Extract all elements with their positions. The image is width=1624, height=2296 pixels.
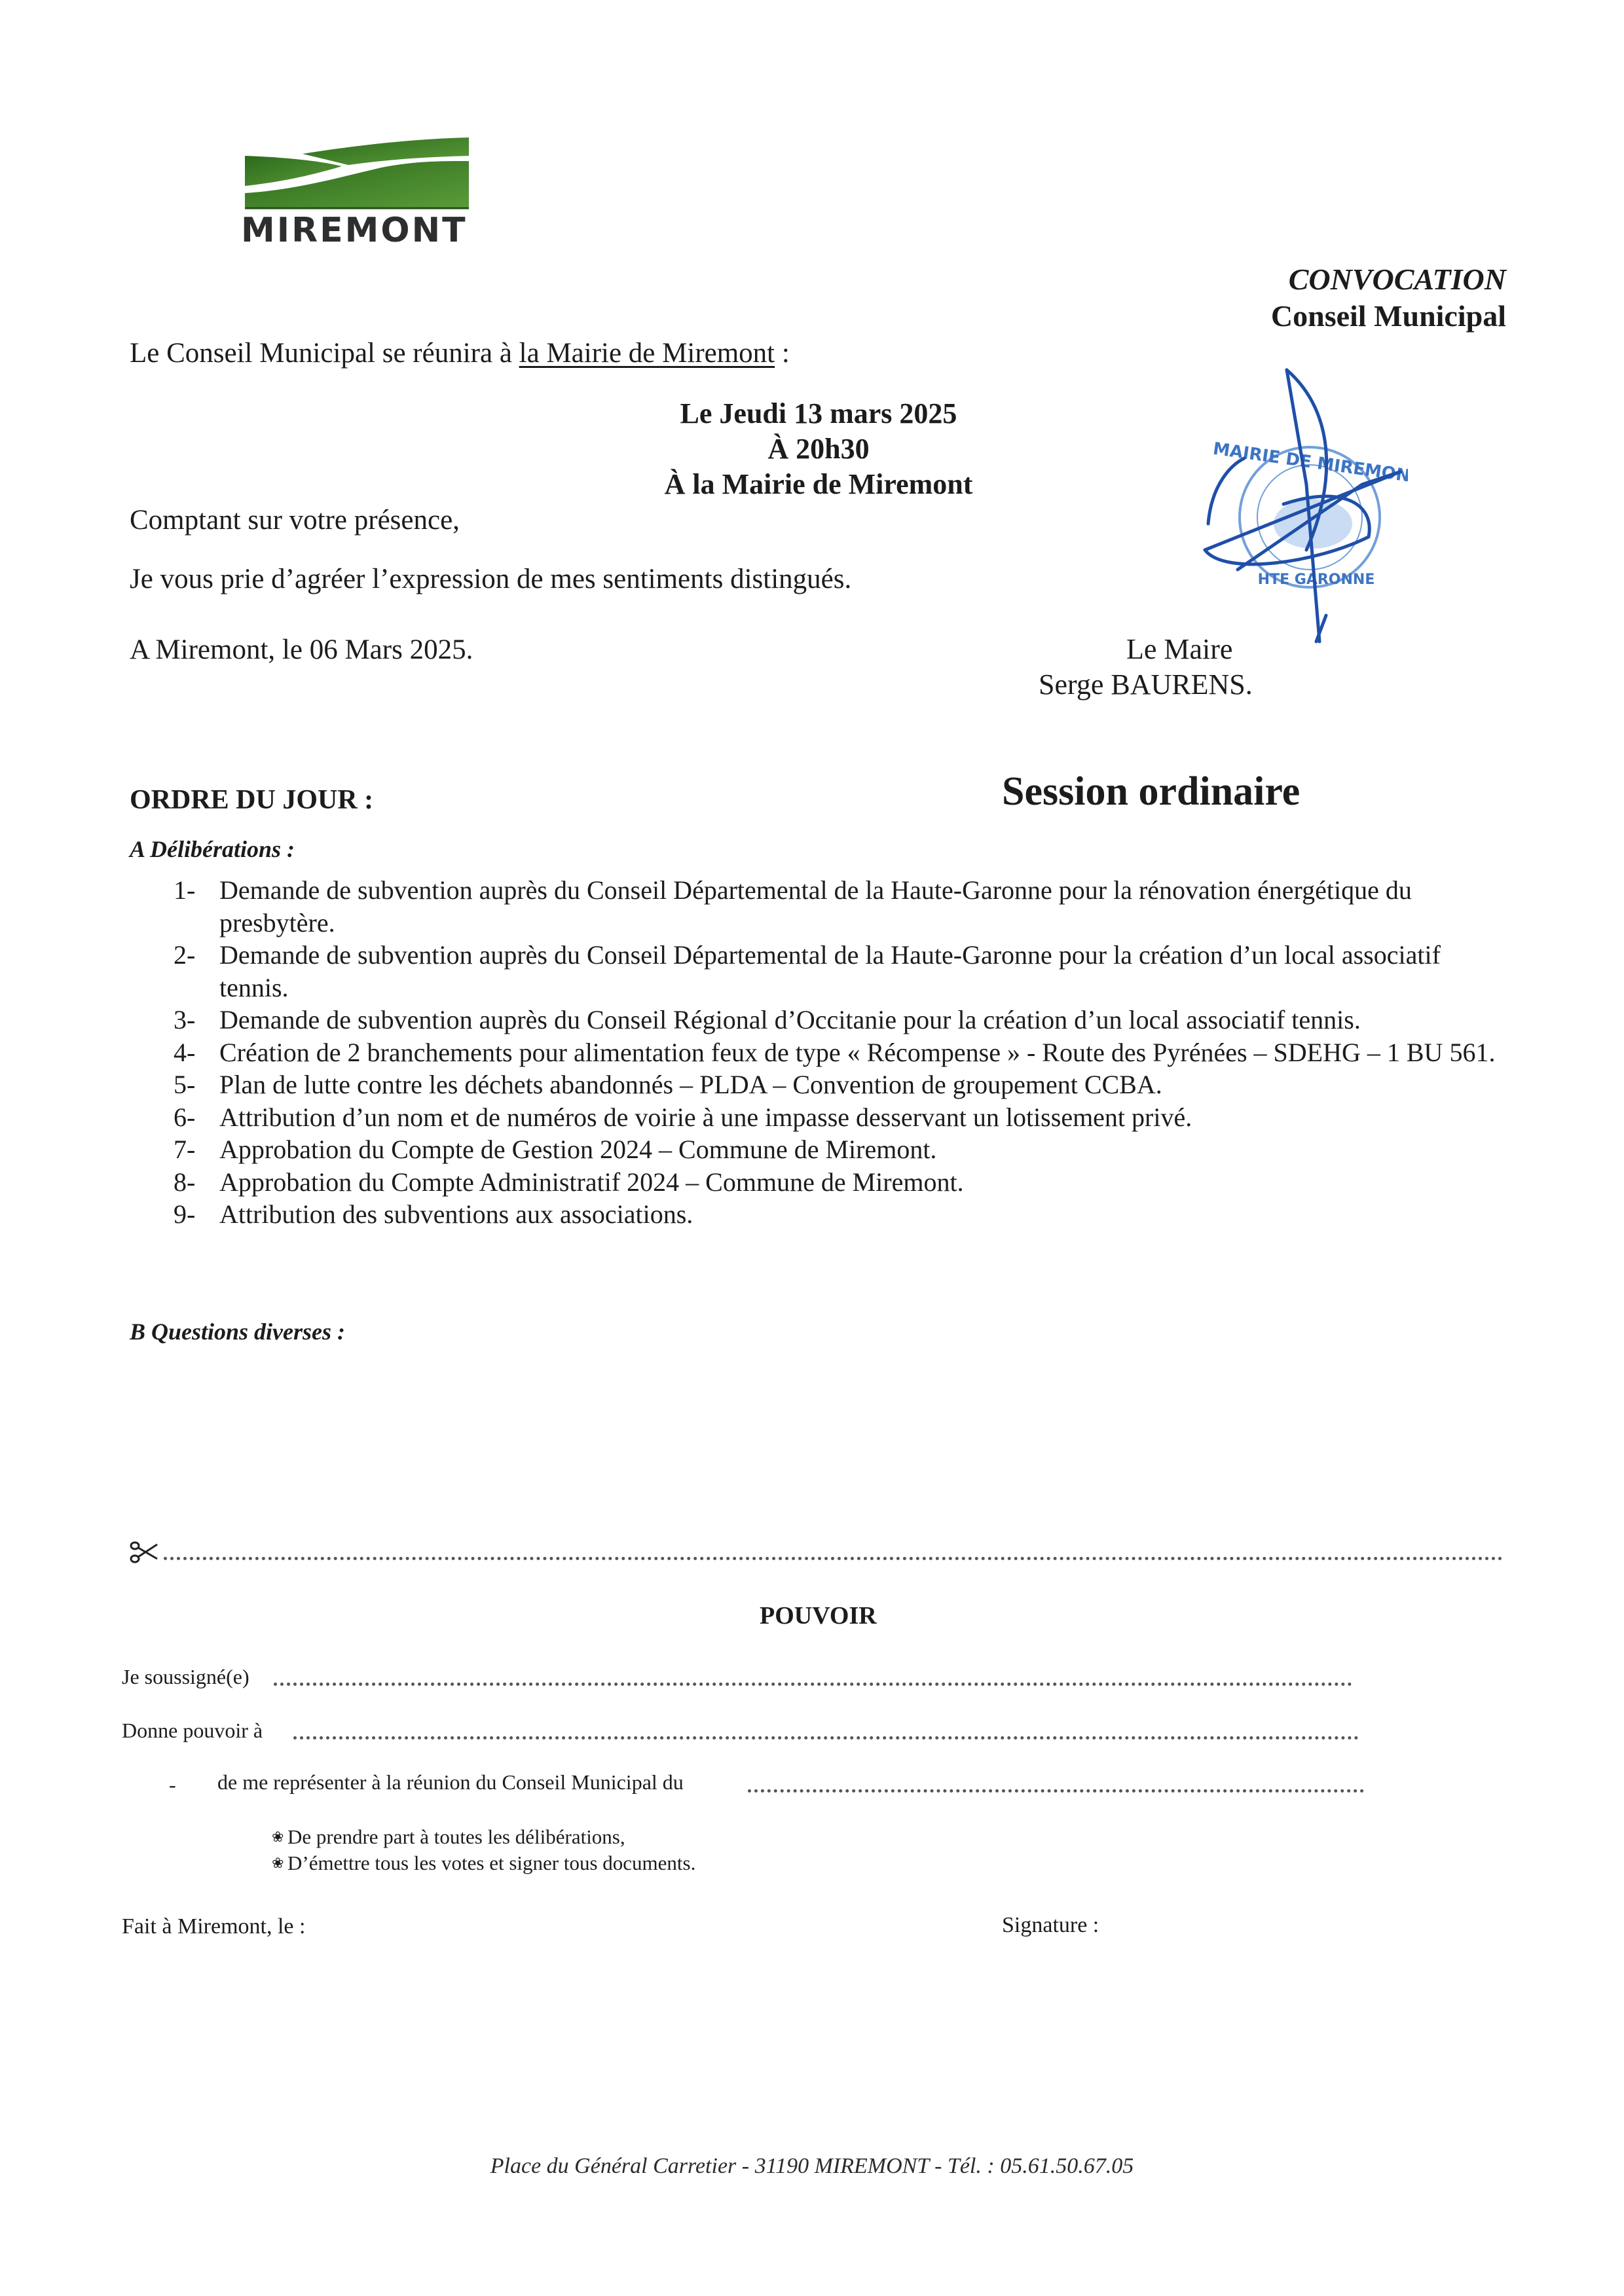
agenda-item — [174, 1198, 1509, 1231]
meeting-date: Le Jeudi 13 mars 2025 — [680, 397, 957, 429]
agenda-item — [174, 1101, 1509, 1134]
intro-prefix: Le Conseil Municipal se réunira à — [130, 338, 519, 369]
agenda-item-number: 6- — [174, 1102, 196, 1132]
agenda-list — [174, 874, 1509, 1231]
proxy-holder-fill-line[interactable] — [293, 1736, 1359, 1740]
mayor-stamp-and-signature — [1185, 354, 1408, 661]
meeting-date-fill-line[interactable] — [748, 1789, 1364, 1793]
list-dash: - — [169, 1773, 176, 1796]
agenda-item — [174, 1068, 1509, 1101]
agenda-item-number: 2- — [174, 940, 196, 970]
signatory-name: Serge BAURENS. — [1039, 668, 1253, 701]
agenda-item-text: Attribution d’un nom et de numéros de voirie à une impasse desservant un lotissement privé. — [219, 1102, 1192, 1132]
agenda-item-number: 1- — [174, 875, 196, 905]
proxy-power-item — [272, 1851, 695, 1875]
agenda-item-text: Plan de lutte contre les déchets abandonnés – PLDA – Convention de groupement CCBA. — [219, 1070, 1162, 1099]
pushpin-icon: ❀ — [272, 1855, 284, 1871]
signature-label: Signature : — [1002, 1913, 1099, 1937]
document-title: CONVOCATION — [1288, 263, 1506, 296]
agenda-item-text: Demande de subvention auprès du Conseil Départemental de la Haute-Garonne pour la rénovation énergétique du presbytère. — [219, 875, 1412, 938]
agenda-item-number: 9- — [174, 1199, 196, 1229]
document-subtitle: Conseil Municipal — [1270, 299, 1506, 333]
proxy-holder-label: Donne pouvoir à — [122, 1719, 263, 1742]
pushpin-icon: ❀ — [272, 1829, 284, 1845]
cut-here-line — [164, 1557, 1503, 1560]
footer-address: Place du Général Carretier - 31190 MIREMONT - Tél. : 05.61.50.67.05 — [490, 2154, 1134, 2178]
agenda-item-number: 7- — [174, 1135, 196, 1164]
proxy-power-item — [272, 1825, 625, 1849]
official-stamp-icon — [1185, 354, 1408, 661]
session-type: Session ordinaire — [1002, 769, 1301, 814]
agenda-item-number: 4- — [174, 1037, 196, 1067]
agenda-item-text: Création de 2 branchements pour alimentation feux de type « Récompense » - Route des Pyrénées – SDEHG – 1 BU 561. — [219, 1037, 1496, 1067]
proxy-power-text: D’émettre tous les votes et signer tous documents. — [287, 1851, 696, 1874]
agenda-item — [174, 1004, 1509, 1036]
meeting-place: À la Mairie de Miremont — [664, 468, 973, 500]
intro-suffix: : — [775, 338, 790, 369]
signed-at-label: Fait à Miremont, le : — [122, 1914, 306, 1939]
proxy-power-text: De prendre part à toutes les délibérations, — [287, 1825, 625, 1848]
intro-location: la Mairie de Miremont — [519, 338, 775, 369]
scissors-icon — [130, 1540, 158, 1564]
agenda-item-text: Demande de subvention auprès du Conseil Régional d’Occitanie pour la création d’un local associatif tennis. — [219, 1005, 1361, 1034]
hills-logo-icon — [244, 131, 470, 210]
agenda-item-text: Attribution des subventions aux associations. — [219, 1199, 693, 1229]
undersigned-fill-line[interactable] — [274, 1683, 1352, 1686]
undersigned-label: Je soussigné(e) — [122, 1665, 249, 1688]
intro-sentence — [130, 337, 790, 369]
agenda-item-text: Demande de subvention auprès du Conseil Départemental de la Haute-Garonne pour la création d’un local associatif tennis. — [219, 940, 1441, 1002]
closing-line-2: Je vous prie d’agréer l’expression de mes sentiments distingués. — [130, 564, 852, 594]
closing-line-1: Comptant sur votre présence, — [130, 505, 460, 536]
agenda-item — [174, 1133, 1509, 1166]
svg-text:MAIRIE DE MIREMONT: MAIRIE DE MIREMONT — [1211, 439, 1408, 488]
agenda-heading: ORDRE DU JOUR : — [130, 785, 374, 815]
svg-text:HTE GARONNE: HTE GARONNE — [1257, 572, 1375, 588]
agenda-item-number: 8- — [174, 1167, 196, 1197]
agenda-item — [174, 874, 1509, 939]
signatory-title: Le Maire — [1126, 633, 1233, 665]
section-b-heading: B Questions diverses : — [130, 1319, 346, 1345]
agenda-item-number: 5- — [174, 1070, 196, 1099]
agenda-item — [174, 1036, 1509, 1069]
meeting-time: À 20h30 — [767, 433, 870, 465]
proxy-form-title: POUVOIR — [760, 1602, 877, 1630]
place-and-date: A Miremont, le 06 Mars 2025. — [130, 634, 473, 665]
meeting-date-label: de me représenter à la réunion du Conseil Municipal du — [217, 1770, 684, 1794]
agenda-item — [174, 939, 1509, 1004]
agenda-item-text: Approbation du Compte Administratif 2024 – Commune de Miremont. — [219, 1167, 964, 1197]
agenda-item-number: 3- — [174, 1005, 196, 1034]
agenda-item-text: Approbation du Compte de Gestion 2024 – Commune de Miremont. — [219, 1135, 937, 1164]
section-a-heading: A Délibérations : — [130, 836, 295, 862]
logo-wordmark: MIREMONT — [241, 211, 468, 250]
agenda-item — [174, 1166, 1509, 1199]
